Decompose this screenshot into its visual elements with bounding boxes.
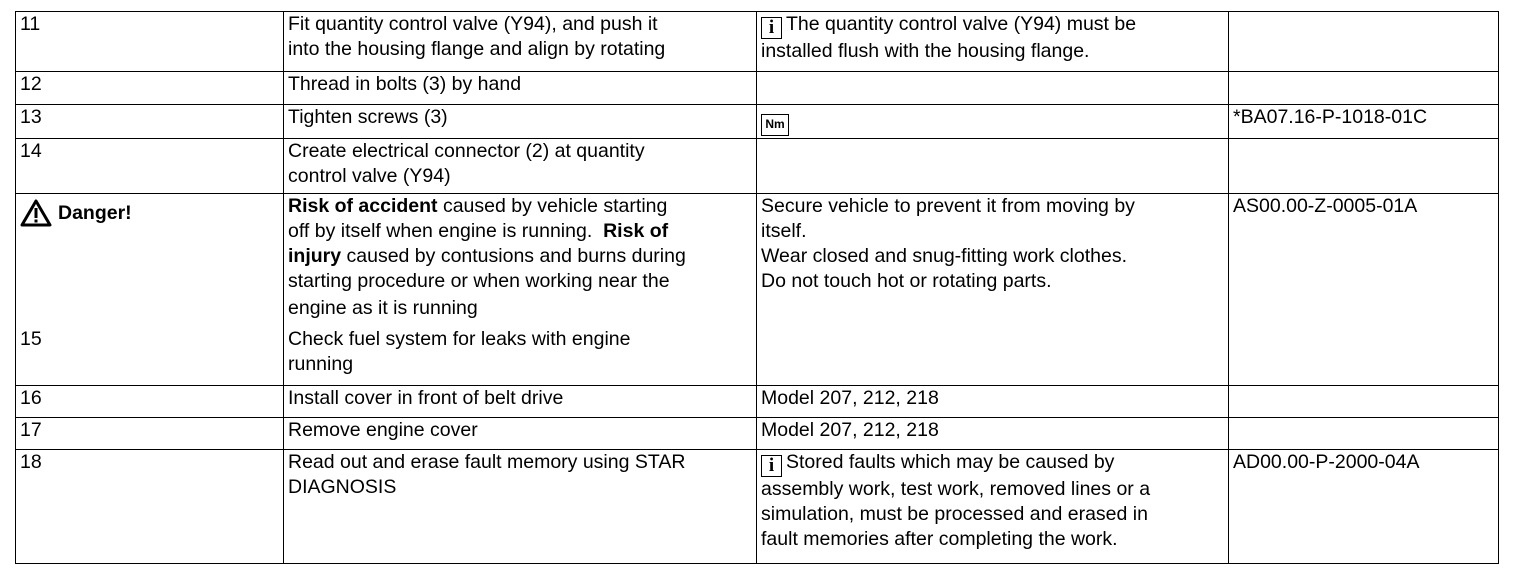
step-action: Thread in bolts (3) by hand: [284, 72, 757, 105]
step-note: i The quantity control valve (Y94) must be installed flush with the housing flange.: [757, 12, 1229, 72]
info-icon: i: [761, 455, 782, 477]
table-row: [16, 139, 1499, 194]
step-note: [757, 105, 1229, 139]
step-note: i Stored faults which may be caused by assembly work, test work, removed lines or a simulation, must be processed and erased in fault memories after completing the work.: [757, 450, 1229, 564]
risk-injury-label: Risk of: [603, 220, 669, 242]
danger-cell: [16, 194, 284, 386]
step-note: Model 207, 212, 218: [757, 418, 1229, 450]
step-action: Create electrical connector (2) at quantity control valve (Y94): [284, 139, 757, 194]
step-number: 12: [16, 72, 284, 105]
table-row: [16, 72, 1499, 105]
step-number: 13: [16, 105, 284, 139]
step-reference[interactable]: [1229, 12, 1499, 72]
step-action: Remove engine cover: [284, 418, 757, 450]
step-reference: [1229, 139, 1499, 194]
step-number: 15: [20, 328, 42, 350]
risk-accident-label: Risk of accident: [288, 195, 438, 217]
table-row: [16, 194, 1499, 386]
step-action: Read out and erase fault memory using STAR DIAGNOSIS: [284, 450, 757, 564]
step-number: 17: [16, 418, 284, 450]
step-note: Secure vehicle to prevent it from moving by itself. Wear closed and snug-fitting work clothes. Do not touch hot or rotating parts.: [757, 194, 1229, 386]
step-number: 11: [16, 12, 284, 72]
step-action: Tighten screws (3): [284, 105, 757, 139]
table-row: [16, 386, 1499, 418]
table-row: [16, 418, 1499, 450]
danger-label: Danger!: [58, 201, 132, 224]
table-row: [16, 12, 1499, 72]
step-note: [757, 139, 1229, 194]
step-reference: [1229, 72, 1499, 105]
step-number: 16: [16, 386, 284, 418]
warning-triangle-icon: [20, 199, 52, 227]
step-action: Install cover in front of belt drive: [284, 386, 757, 418]
step-reference[interactable]: AD00.00-P-2000-04A: [1229, 450, 1499, 564]
table-row: [16, 450, 1499, 564]
step-number: 18: [16, 450, 284, 564]
step-reference: [1229, 386, 1499, 418]
info-icon: i: [761, 17, 782, 39]
step-note: [757, 72, 1229, 105]
step-reference: [1229, 418, 1499, 450]
step-action: Fit quantity control valve (Y94), and push it into the housing flange and align by rotating: [284, 12, 757, 72]
table-row: [16, 105, 1499, 139]
step-number: 14: [16, 139, 284, 194]
danger-label-group: [20, 199, 278, 227]
procedure-table: [15, 11, 1499, 564]
step-note: Model 207, 212, 218: [757, 386, 1229, 418]
torque-nm-icon[interactable]: Nm: [761, 114, 789, 136]
step-reference[interactable]: *BA07.16-P-1018-01C: [1229, 105, 1499, 139]
step-reference[interactable]: AS00.00-Z-0005-01A: [1229, 194, 1499, 386]
step-action: Risk of accident caused by vehicle starting off by itself when engine is running. Risk of injury caused by contusions and burns during starting procedure or when working near the engine as it is running Check fuel system for leaks with engine running: [284, 194, 757, 386]
